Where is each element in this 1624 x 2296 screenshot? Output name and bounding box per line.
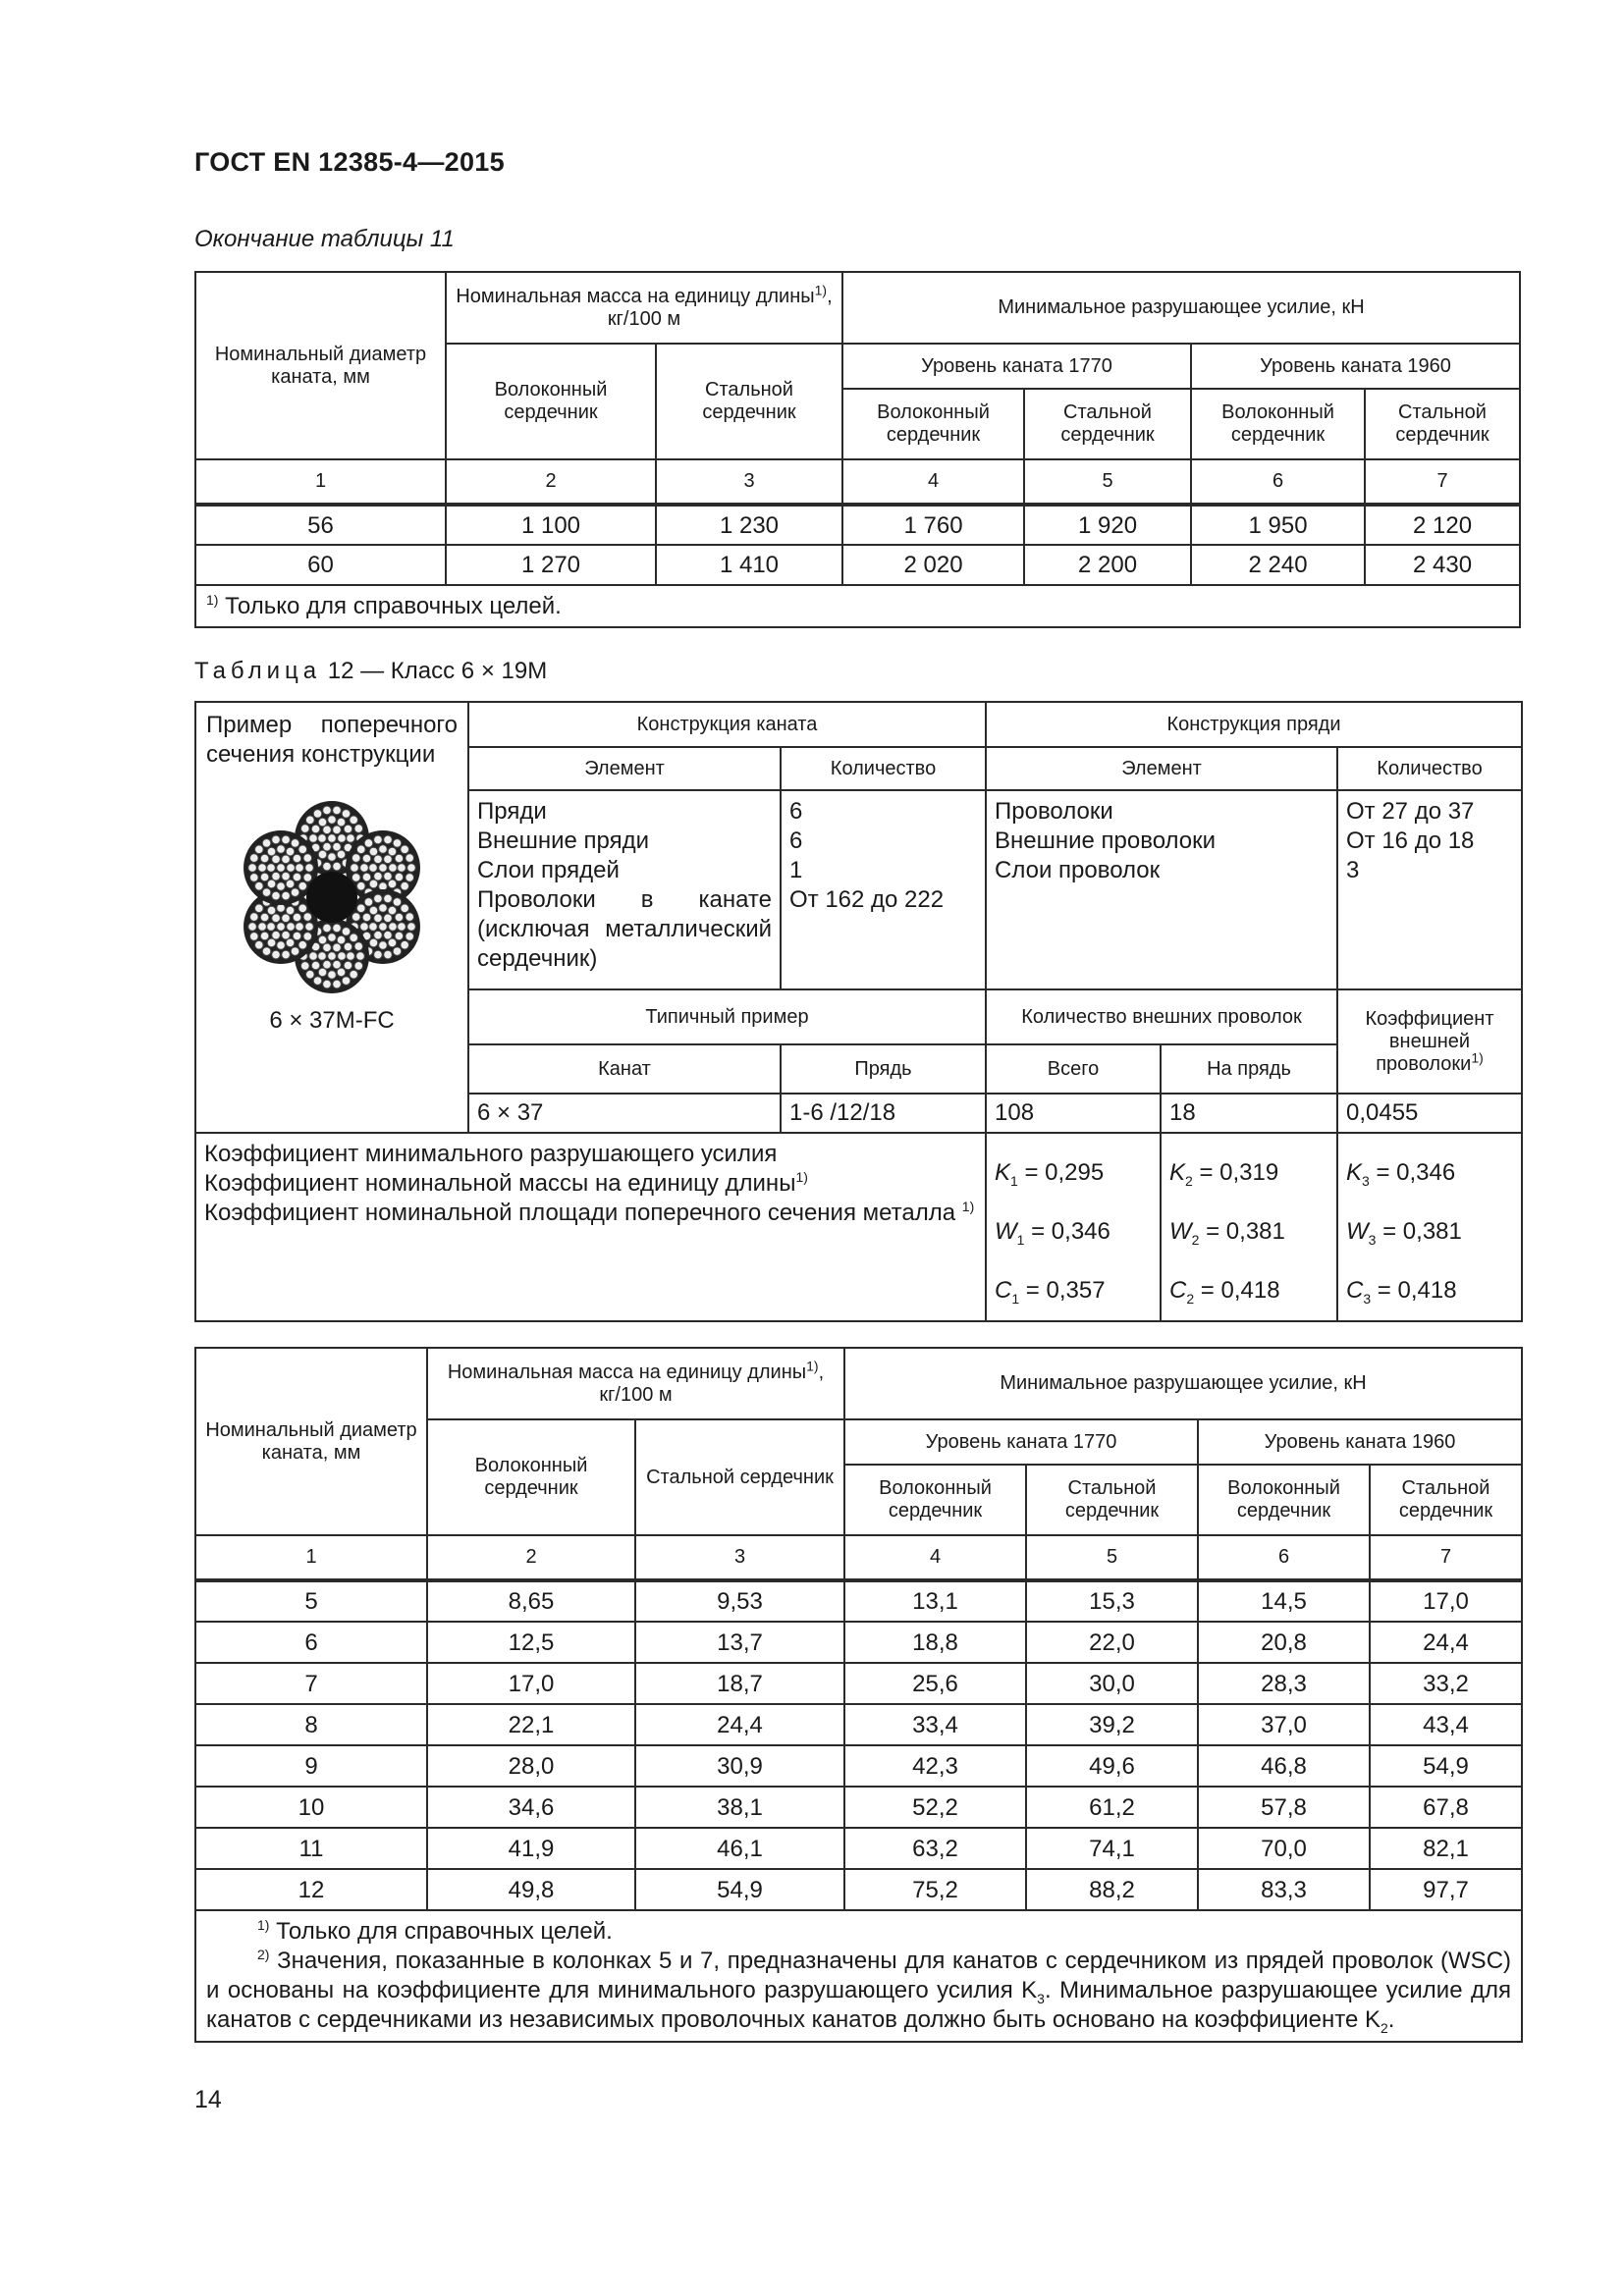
header-steel: Стальной сердечник	[1024, 389, 1191, 459]
cell: 11	[195, 1828, 427, 1869]
cell: 8	[195, 1704, 427, 1745]
cell: 1 410	[656, 545, 842, 585]
header-force: Минимальное разрушающее усилие, кН	[842, 272, 1520, 344]
cell: 15,3	[1026, 1580, 1198, 1622]
rope-elements-cell	[468, 790, 781, 989]
header-typical-example: Типичный пример	[468, 989, 986, 1044]
factor-value: $C_3 = 0,418$	[1346, 1277, 1457, 1307]
colnum: 3	[635, 1535, 844, 1580]
cell: 1 950	[1191, 505, 1365, 545]
colnum: 5	[1024, 459, 1191, 505]
cell: 54,9	[1370, 1745, 1522, 1787]
factor-value: $K_1 = 0,295$	[995, 1159, 1105, 1189]
factor-value: $K_2 = 0,319$	[1169, 1159, 1279, 1189]
header-strand-construction: Конструкция пряди	[986, 702, 1522, 747]
cell: 74,1	[1026, 1828, 1198, 1869]
factor-value: $W_3 = 0,381$	[1346, 1218, 1462, 1248]
factor-value: $C_1 = 0,357$	[995, 1277, 1106, 1307]
w-factor-label: Коэффициент номинальной массы на единицу длины$^{1)}$	[204, 1169, 808, 1197]
header-steel: Стальной сердечник	[1370, 1465, 1522, 1535]
header-fiber: Волоконный сердечник	[1191, 389, 1365, 459]
cell: 88,2	[1026, 1869, 1198, 1910]
list-item: От 16 до 18	[1346, 828, 1475, 854]
header-diameter: Номинальный диаметр каната, мм	[195, 1348, 427, 1535]
cell: 9,53	[635, 1580, 844, 1622]
list-item: Внешние проволоки	[995, 828, 1217, 854]
strand-quantities-cell	[1337, 790, 1522, 989]
table-row	[195, 1580, 1522, 1622]
cell: 63,2	[844, 1828, 1026, 1869]
factor-value: $K_3 = 0,346$	[1346, 1159, 1456, 1189]
cell: 1 270	[446, 545, 656, 585]
table-11-footnote: $^{1)}$ Только для справочных целей.	[195, 585, 1520, 627]
cell: 10	[195, 1787, 427, 1828]
header-level-1770: Уровень каната 1770	[844, 1419, 1198, 1465]
table-row	[195, 1787, 1522, 1828]
factors-col-2	[1161, 1133, 1337, 1321]
cell: 13,7	[635, 1622, 844, 1663]
colnum: 7	[1365, 459, 1520, 505]
table-row	[195, 1828, 1522, 1869]
rope-cross-section-image	[224, 789, 440, 1005]
colnum: 1	[195, 1535, 427, 1580]
cell: 39,2	[1026, 1704, 1198, 1745]
cell: 30,9	[635, 1745, 844, 1787]
colnum: 4	[844, 1535, 1026, 1580]
factors-labels-cell	[195, 1133, 986, 1321]
cell: 22,0	[1026, 1622, 1198, 1663]
table-12-footnotes	[195, 1910, 1522, 2042]
header-rope: Канат	[468, 1044, 781, 1094]
cell: 2 240	[1191, 545, 1365, 585]
cell: 18,8	[844, 1622, 1026, 1663]
colnum: 5	[1026, 1535, 1198, 1580]
example-name: 6 × 37M-FC	[269, 1007, 395, 1034]
header-outer-wires-count: Количество внешних проволок	[986, 989, 1337, 1044]
cell: 33,2	[1370, 1663, 1522, 1704]
cell: 28,0	[427, 1745, 635, 1787]
colnum: 3	[656, 459, 842, 505]
colnum: 6	[1191, 459, 1365, 505]
cell: 30,0	[1026, 1663, 1198, 1704]
cell: 46,1	[635, 1828, 844, 1869]
cell: 82,1	[1370, 1828, 1522, 1869]
cell: 2 200	[1024, 545, 1191, 585]
cell: 2 430	[1365, 545, 1520, 585]
cell: 18	[1161, 1094, 1337, 1133]
column-numbers-row	[195, 1535, 1522, 1580]
cell: 56	[195, 505, 446, 545]
header-element: Элемент	[986, 747, 1337, 790]
factor-value: $C_2 = 0,418$	[1169, 1277, 1280, 1307]
cell: 13,1	[844, 1580, 1026, 1622]
cell: 2 020	[842, 545, 1024, 585]
cell: 24,4	[1370, 1622, 1522, 1663]
cell: 1 100	[446, 505, 656, 545]
colnum: 6	[1198, 1535, 1370, 1580]
list-item: Внешние пряди	[477, 828, 650, 854]
header-mass: Номинальная масса на единицу длины$^{1)}$, кг/100 м	[446, 272, 842, 344]
k-factor-label: Коэффициент минимального разрушающего усилия	[204, 1141, 778, 1167]
header-steel: Стальной сердечник	[656, 344, 842, 459]
cell: 12,5	[427, 1622, 635, 1663]
colnum: 1	[195, 459, 446, 505]
cell: 46,8	[1198, 1745, 1370, 1787]
table-row	[195, 1869, 1522, 1910]
cell: 43,4	[1370, 1704, 1522, 1745]
list-item: 3	[1346, 857, 1360, 883]
header-fiber: Волоконный сердечник	[427, 1419, 635, 1535]
cell: 7	[195, 1663, 427, 1704]
header-mass: Номинальная масса на единицу длины$^{1)}$, кг/100 м	[427, 1348, 844, 1419]
cell: 37,0	[1198, 1704, 1370, 1745]
list-item: Проволоки в канате (исключая металлический сердечник)	[477, 886, 772, 972]
cell: 24,4	[635, 1704, 844, 1745]
cell: 60	[195, 545, 446, 585]
table-row	[195, 1663, 1522, 1704]
list-item: Слои прядей	[477, 857, 620, 883]
cell: 14,5	[1198, 1580, 1370, 1622]
cell: 6	[195, 1622, 427, 1663]
header-quantity: Количество	[781, 747, 986, 790]
cell: 70,0	[1198, 1828, 1370, 1869]
table-12-caption: Таблица 12 — Класс 6 × 19M	[194, 658, 548, 684]
cell: 12	[195, 1869, 427, 1910]
list-item: Пряди	[477, 798, 547, 825]
cell: 75,2	[844, 1869, 1026, 1910]
header-quantity: Количество	[1337, 747, 1522, 790]
table-12-construction	[194, 701, 1523, 1322]
cell: 25,6	[844, 1663, 1026, 1704]
header-level-1770: Уровень каната 1770	[842, 344, 1191, 389]
header-force: Минимальное разрушающее усилие, кН	[844, 1348, 1522, 1419]
header-steel: Стальной сердечник	[1026, 1465, 1198, 1535]
table-11-caption: Окончание таблицы 11	[194, 226, 455, 252]
header-element: Элемент	[468, 747, 781, 790]
rope-quantities-cell	[781, 790, 986, 989]
cell: 42,3	[844, 1745, 1026, 1787]
table-11	[194, 271, 1521, 628]
cell: 8,65	[427, 1580, 635, 1622]
header-fiber: Волоконный сердечник	[842, 389, 1024, 459]
cell: 49,8	[427, 1869, 635, 1910]
factors-col-1	[986, 1133, 1161, 1321]
cell: 18,7	[635, 1663, 844, 1704]
colnum: 2	[427, 1535, 635, 1580]
cross-section-example	[195, 702, 468, 1133]
cell: 33,4	[844, 1704, 1026, 1745]
cell: 49,6	[1026, 1745, 1198, 1787]
list-item: 6	[789, 798, 803, 825]
cell: 61,2	[1026, 1787, 1198, 1828]
header-steel: Стальной сердечник	[1365, 389, 1520, 459]
footnote-1: $^{1)}$ Только для справочных целей.	[257, 1917, 613, 1945]
header-diameter: Номинальный диаметр каната, мм	[195, 272, 446, 459]
cell: 17,0	[427, 1663, 635, 1704]
table-row	[195, 1745, 1522, 1787]
header-level-1960: Уровень каната 1960	[1198, 1419, 1522, 1465]
cell: 1 920	[1024, 505, 1191, 545]
table-row	[195, 1622, 1522, 1663]
cell: 6 × 37	[468, 1094, 781, 1133]
page-number: 14	[194, 2086, 222, 2113]
header-outer-coef: Коэффициент внешней проволоки$^{1)}$	[1337, 989, 1522, 1094]
cell: 34,6	[427, 1787, 635, 1828]
cell: 1-6 /12/18	[781, 1094, 986, 1133]
header-rope-construction: Конструкция каната	[468, 702, 986, 747]
list-item: От 27 до 37	[1346, 798, 1475, 825]
footnote-2: $^{2)}$ Значения, показанные в колонках 5 и 7, предназначены для канатов с сердечником из прядей проволок (WSC) и основаны на коэффициенте для минимального разрушающего усилия $K_3$. Минимальное разрушающее усилие для канатов с сердечниками из независимых проволочных канатов должно быть основано на коэффициенте $K_2$.	[206, 1947, 1512, 2036]
header-level-1960: Уровень каната 1960	[1191, 344, 1520, 389]
cell: 9	[195, 1745, 427, 1787]
cell: 2 120	[1365, 505, 1520, 545]
factor-value: $W_2 = 0,381$	[1169, 1218, 1285, 1248]
list-item: 6	[789, 828, 803, 854]
cell: 17,0	[1370, 1580, 1522, 1622]
example-label: Пример поперечного сечения конструкции	[206, 712, 458, 768]
table-row	[195, 1704, 1522, 1745]
cell: 1 230	[656, 505, 842, 545]
table-12-values	[194, 1347, 1523, 2043]
factors-col-3	[1337, 1133, 1522, 1321]
cell: 20,8	[1198, 1622, 1370, 1663]
cell: 38,1	[635, 1787, 844, 1828]
factor-value: $W_1 = 0,346$	[995, 1218, 1110, 1248]
header-per-strand: На прядь	[1161, 1044, 1337, 1094]
list-item: Проволоки	[995, 798, 1113, 825]
list-item: Слои проволок	[995, 857, 1161, 883]
table-row	[195, 545, 1520, 585]
cell: 22,1	[427, 1704, 635, 1745]
c-factor-label: Коэффициент номинальной площади поперечного сечения металла $^{1)}$	[204, 1199, 975, 1226]
cell: 57,8	[1198, 1787, 1370, 1828]
colnum: 4	[842, 459, 1024, 505]
cell: 67,8	[1370, 1787, 1522, 1828]
cell: 1 760	[842, 505, 1024, 545]
document-header: ГОСТ EN 12385-4—2015	[194, 147, 505, 177]
cell: 83,3	[1198, 1869, 1370, 1910]
header-strand: Прядь	[781, 1044, 986, 1094]
header-steel: Стальной сердечник	[635, 1419, 844, 1535]
cell: 52,2	[844, 1787, 1026, 1828]
cell: 5	[195, 1580, 427, 1622]
list-item: 1	[789, 857, 803, 883]
list-item: От 162 до 222	[789, 886, 945, 913]
header-fiber: Волоконный сердечник	[844, 1465, 1026, 1535]
header-fiber: Волоконный сердечник	[446, 344, 656, 459]
colnum: 7	[1370, 1535, 1522, 1580]
header-fiber: Волоконный сердечник	[1198, 1465, 1370, 1535]
cell: 41,9	[427, 1828, 635, 1869]
cell: 97,7	[1370, 1869, 1522, 1910]
cell: 0,0455	[1337, 1094, 1522, 1133]
cell: 28,3	[1198, 1663, 1370, 1704]
cell: 108	[986, 1094, 1161, 1133]
colnum: 2	[446, 459, 656, 505]
header-total: Всего	[986, 1044, 1161, 1094]
column-numbers-row	[195, 459, 1520, 505]
strand-elements-cell	[986, 790, 1337, 989]
cell: 54,9	[635, 1869, 844, 1910]
table-row	[195, 505, 1520, 545]
